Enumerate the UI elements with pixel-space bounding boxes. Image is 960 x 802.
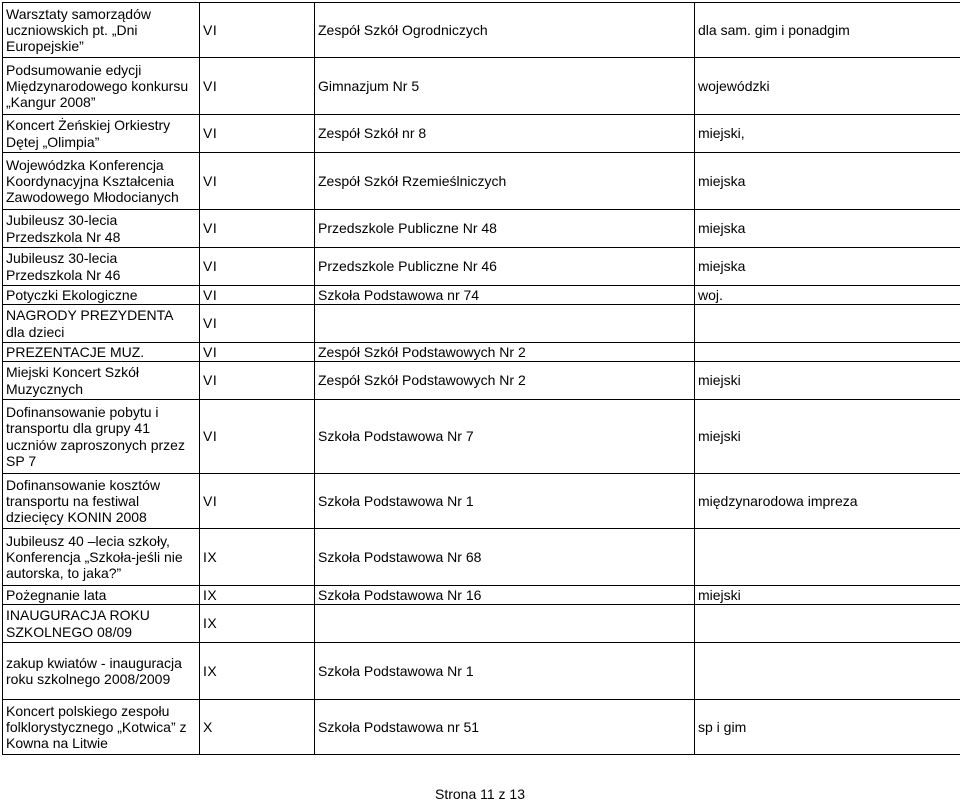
- event-cell: Jubileusz 30-lecia Przedszkola Nr 48: [3, 210, 200, 248]
- table-row: [3, 700, 960, 755]
- event-cell: Dofinansowanie pobytu i transportu dla grupy 41 uczniów zaproszonych przez SP 7: [3, 400, 200, 474]
- grade-cell: VI: [200, 362, 315, 400]
- page-number: Strona 11 z 13: [0, 786, 960, 802]
- event-cell: Jubileusz 30-lecia Przedszkola Nr 46: [3, 248, 200, 286]
- grade-cell: IX: [200, 605, 315, 643]
- school-cell: [315, 605, 695, 643]
- grade-cell: VI: [200, 210, 315, 248]
- school-cell: Szkoła Podstawowa nr 74: [315, 286, 695, 305]
- school-cell: [315, 305, 695, 343]
- event-cell: Koncert polskiego zespołu folklorystycznego „Kotwica” z Kowna na Litwie: [3, 700, 200, 755]
- events-table: [2, 2, 960, 755]
- grade-cell: VI: [200, 153, 315, 210]
- grade-cell: X: [200, 700, 315, 755]
- table-row: [3, 153, 960, 210]
- grade-cell: VI: [200, 58, 315, 115]
- school-cell: Zespół Szkół Ogrodniczych: [315, 3, 695, 58]
- table-row: [3, 115, 960, 153]
- table-row: [3, 343, 960, 362]
- scope-cell: miejska: [695, 210, 960, 248]
- table-row: [3, 474, 960, 529]
- scope-cell: miejska: [695, 153, 960, 210]
- event-cell: Warsztaty samorządów uczniowskich pt. „Dni Europejskie”: [3, 3, 200, 58]
- table-row: [3, 605, 960, 643]
- scope-cell: [695, 643, 960, 700]
- grade-cell: VI: [200, 400, 315, 474]
- event-cell: PREZENTACJE MUZ.: [3, 343, 200, 362]
- school-cell: Szkoła Podstawowa Nr 1: [315, 643, 695, 700]
- scope-cell: miejski: [695, 362, 960, 400]
- grade-cell: IX: [200, 529, 315, 586]
- grade-cell: IX: [200, 586, 315, 605]
- school-cell: Szkoła Podstawowa Nr 16: [315, 586, 695, 605]
- grade-cell: VI: [200, 305, 315, 343]
- scope-cell: sp i gim: [695, 700, 960, 755]
- scope-cell: miejski: [695, 400, 960, 474]
- grade-cell: VI: [200, 286, 315, 305]
- scope-cell: miejski,: [695, 115, 960, 153]
- table-row: [3, 3, 960, 58]
- scope-cell: wojewódzki: [695, 58, 960, 115]
- school-cell: Przedszkole Publiczne Nr 48: [315, 210, 695, 248]
- school-cell: Zespół Szkół Podstawowych Nr 2: [315, 343, 695, 362]
- school-cell: Gimnazjum Nr 5: [315, 58, 695, 115]
- scope-cell: woj.: [695, 286, 960, 305]
- table-row: [3, 400, 960, 474]
- event-cell: Miejski Koncert Szkół Muzycznych: [3, 362, 200, 400]
- grade-cell: VI: [200, 248, 315, 286]
- grade-cell: VI: [200, 115, 315, 153]
- table-row: [3, 529, 960, 586]
- scope-cell: miejski: [695, 586, 960, 605]
- school-cell: Zespół Szkół Podstawowych Nr 2: [315, 362, 695, 400]
- scope-cell: [695, 529, 960, 586]
- event-cell: Pożegnanie lata: [3, 586, 200, 605]
- event-cell: Koncert Żeńskiej Orkiestry Dętej „Olimpia”: [3, 115, 200, 153]
- scope-cell: [695, 305, 960, 343]
- table-row: [3, 643, 960, 700]
- event-cell: Dofinansowanie kosztów transportu na festiwal dziecięcy KONIN 2008: [3, 474, 200, 529]
- event-cell: INAUGURACJA ROKU SZKOLNEGO 08/09: [3, 605, 200, 643]
- school-cell: Szkoła Podstawowa nr 51: [315, 700, 695, 755]
- table-row: [3, 248, 960, 286]
- school-cell: Szkoła Podstawowa Nr 7: [315, 400, 695, 474]
- event-cell: NAGRODY PREZYDENTA dla dzieci: [3, 305, 200, 343]
- event-cell: Potyczki Ekologiczne: [3, 286, 200, 305]
- grade-cell: IX: [200, 643, 315, 700]
- event-cell: Jubileusz 40 –lecia szkoły, Konferencja „Szkoła-jeśli nie autorska, to jaka?”: [3, 529, 200, 586]
- grade-cell: VI: [200, 3, 315, 58]
- scope-cell: międzynarodowa impreza: [695, 474, 960, 529]
- table-row: [3, 210, 960, 248]
- school-cell: Zespół Szkół Rzemieślniczych: [315, 153, 695, 210]
- event-cell: zakup kwiatów - inauguracja roku szkolnego 2008/2009: [3, 643, 200, 700]
- school-cell: Szkoła Podstawowa Nr 1: [315, 474, 695, 529]
- event-cell: Podsumowanie edycji Międzynarodowego konkursu „Kangur 2008”: [3, 58, 200, 115]
- table-row: [3, 362, 960, 400]
- table-row: [3, 286, 960, 305]
- scope-cell: miejska: [695, 248, 960, 286]
- table-row: [3, 58, 960, 115]
- school-cell: Zespół Szkół nr 8: [315, 115, 695, 153]
- scope-cell: [695, 343, 960, 362]
- grade-cell: VI: [200, 343, 315, 362]
- table-row: [3, 586, 960, 605]
- scope-cell: dla sam. gim i ponadgim: [695, 3, 960, 58]
- scope-cell: [695, 605, 960, 643]
- grade-cell: VI: [200, 474, 315, 529]
- table-row: [3, 305, 960, 343]
- event-cell: Wojewódzka Konferencja Koordynacyjna Kształcenia Zawodowego Młodocianych: [3, 153, 200, 210]
- school-cell: Szkoła Podstawowa Nr 68: [315, 529, 695, 586]
- school-cell: Przedszkole Publiczne Nr 46: [315, 248, 695, 286]
